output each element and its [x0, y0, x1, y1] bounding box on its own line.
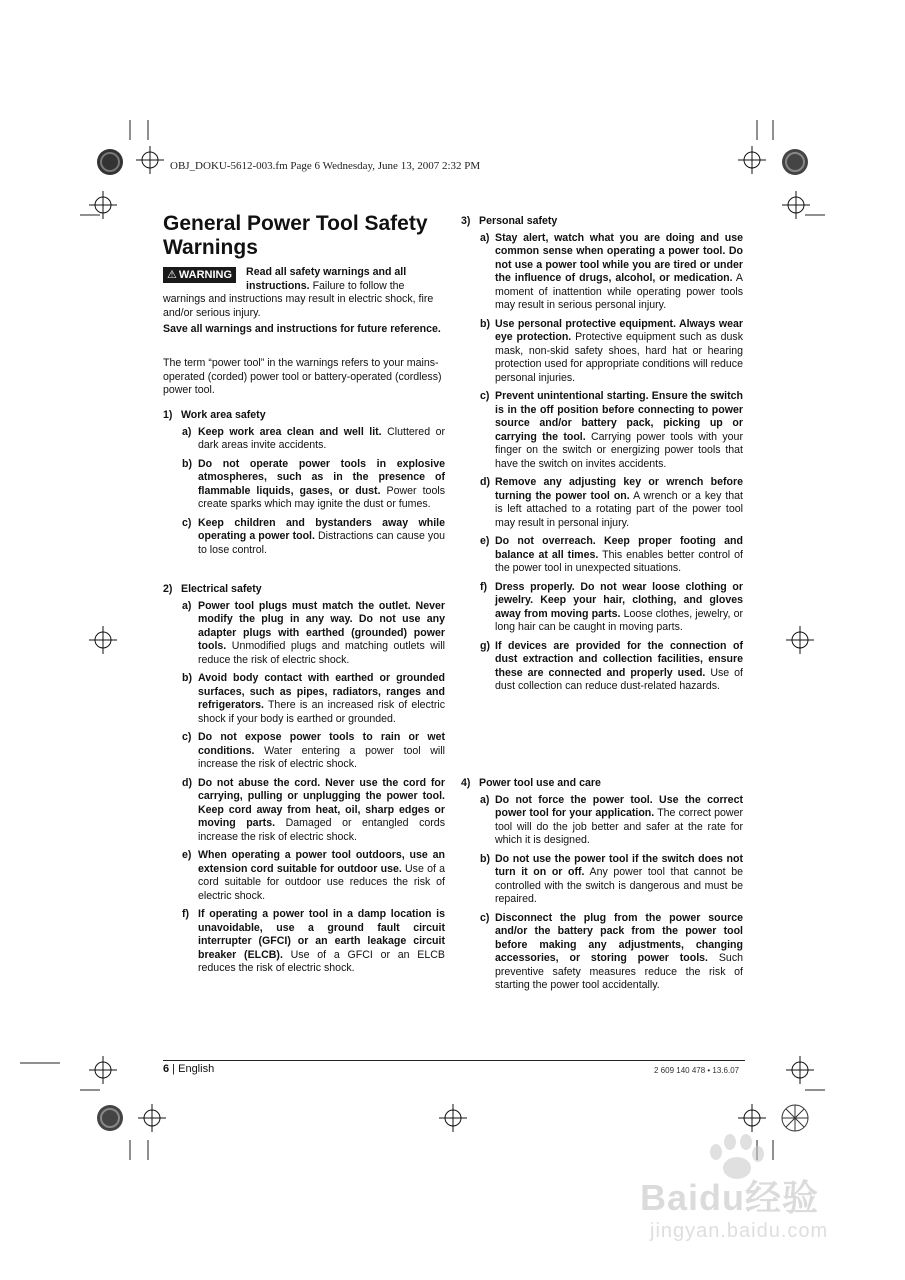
list-item — [461, 581, 743, 635]
list-item — [163, 777, 445, 845]
doc-code: 2 609 140 478 • 13.6.07 — [654, 1066, 740, 1075]
item-bold: Remove any adjusting key or wrench before turning the power tool on. — [495, 476, 743, 502]
footer-language: English — [178, 1063, 215, 1075]
page-footer: 6 | English — [163, 1063, 215, 1075]
list-item — [163, 600, 445, 668]
item-text: Use of a GFCI or an ELCB reduces the risk of electric shock. — [198, 948, 445, 974]
item-label: b) — [480, 852, 490, 865]
section-number: 2) — [163, 583, 173, 595]
item-text: A wrench or a key that is left attached to a rotating part of the power tool may result in personal injury. — [495, 489, 743, 529]
item-text: Protective equipment such as dusk mask, non-skid safety shoes, hard hat or hearing protection used for appropriate conditions will reduce personal injuries. — [495, 331, 744, 384]
item-text: Use of a cord suitable for outdoor use reduces the risk of electric shock. — [198, 862, 445, 902]
watermark — [640, 1140, 870, 1260]
list-item — [163, 908, 445, 976]
item-text: Damaged or entangled cords increase the risk of electric shock. — [198, 817, 445, 843]
item-bold: If devices are provided for the connection of dust extraction and collection facilities, ensure these are connected and properly used. — [495, 639, 743, 679]
list-item — [461, 390, 743, 471]
list-item — [163, 426, 445, 453]
page-number: 6 — [163, 1063, 170, 1075]
warning-badge-label: WARNING — [178, 269, 233, 281]
section-heading — [163, 409, 445, 423]
section-personal-safety — [461, 215, 743, 694]
intro-paragraph: The term “power tool” in the warnings refers to your mains-operated (corded) power tool or battery-operated (cordless) power tool. — [163, 357, 442, 396]
item-bold: Do not abuse the cord. Never use the cord for carrying, pulling or unplugging the power tool. Keep cord away from heat, oil, sharp edges or moving parts. — [198, 776, 445, 829]
list-item — [163, 458, 445, 512]
list-item — [163, 672, 445, 726]
section-title: Power tool use and care — [479, 777, 601, 789]
item-label: b) — [182, 672, 192, 684]
item-bold: Avoid body contact with earthed or grounded surfaces, such as pipes, radiators, ranges and refrigerators. — [198, 672, 445, 711]
item-text: Loose clothes, jewelry, or long hair can be caught in moving parts. — [495, 607, 743, 633]
item-label: e) — [182, 849, 192, 861]
list-item — [163, 849, 445, 903]
list-item — [461, 476, 743, 530]
item-text: Water entering a power tool will increase the risk of electric shock. — [198, 744, 445, 770]
item-bold: Keep children and bystanders away while operating a power tool. — [198, 516, 445, 542]
item-label: a) — [182, 599, 192, 612]
item-bold: Prevent unintentional starting. Ensure the switch is in the off position before connecting to power source and/or battery pack, picking up or carrying the tool. — [495, 390, 743, 443]
item-label: c) — [480, 390, 490, 402]
item-label: c) — [182, 731, 192, 743]
section-title: Electrical safety — [181, 583, 262, 595]
item-bold: Keep work area clean and well lit. — [198, 425, 382, 438]
list-item — [461, 640, 743, 694]
item-text: Carrying power tools with your finger on the switch or energizing power tools that have the switch on invites accidents. — [495, 430, 743, 470]
section-work-area — [163, 409, 445, 557]
footer-divider — [163, 1060, 745, 1061]
item-text: Use of dust collection can reduce dust-related hazards. — [495, 666, 743, 692]
item-text: Distractions can cause you to lose control. — [198, 530, 445, 556]
warning-badge — [163, 267, 236, 283]
item-label: a) — [480, 793, 490, 806]
item-label: b) — [480, 317, 490, 330]
list-item — [461, 535, 743, 576]
save-note — [163, 323, 445, 337]
item-bold: Do not use the power tool if the switch does not turn it on or off. — [495, 852, 743, 878]
item-text: Unmodified plugs and matching outlets will reduce the risk of electric shock. — [198, 640, 445, 666]
item-label: a) — [182, 425, 192, 438]
item-bold: Stay alert, watch what you are doing and use common sense when operating a power tool. Do not use a power tool while you are tired or under the influence of drugs, alcohol, or medication. — [495, 231, 743, 284]
list-item — [163, 517, 445, 558]
section-heading — [461, 215, 743, 229]
item-label: g) — [480, 639, 490, 652]
section-electrical — [163, 583, 445, 976]
section-number: 4) — [461, 777, 471, 789]
item-label: a) — [480, 231, 490, 244]
item-label: c) — [182, 516, 192, 529]
item-text: Any power tool that cannot be controlled with the switch is dangerous and must be repaired. — [495, 866, 743, 905]
item-bold: Do not operate power tools in explosive atmospheres, such as in the presence of flammable liquids, gases, or dust. — [198, 457, 445, 497]
item-label: d) — [480, 476, 490, 488]
item-text: There is an increased risk of electric shock if your body is earthed or grounded. — [198, 699, 445, 725]
section-heading — [163, 583, 445, 597]
list-item — [461, 912, 743, 993]
watermark-url: jingyan.baidu.com — [650, 1220, 829, 1242]
item-bold: Do not overreach. Keep proper footing and balance at all times. — [495, 535, 743, 561]
section-title: Personal safety — [479, 215, 558, 227]
item-text: Such preventive safety measures reduce the risk of starting the power tool accidentally. — [495, 952, 744, 991]
section-title: Work area safety — [181, 409, 266, 421]
warning-text: Failure to follow the warnings and instructions may result in electric shock, fire and/or serious injury. — [163, 279, 434, 319]
item-text: This enables better control of the power tool in unexpected situations. — [495, 548, 743, 574]
item-bold: When operating a power tool outdoors, use an extension cord suitable for outdoor use. — [198, 849, 445, 875]
section-number: 1) — [163, 409, 173, 421]
list-item — [461, 794, 743, 848]
item-bold: Dress properly. Do not wear loose clothing or jewelry. Keep your hair, clothing, and gloves away from moving parts. — [495, 580, 743, 620]
item-label: c) — [480, 911, 490, 924]
item-text: Cluttered or dark areas invite accidents. — [198, 425, 445, 451]
warning-block — [163, 266, 445, 320]
section-number: 3) — [461, 215, 471, 227]
item-text: A moment of inattention while operating power tools may result in serious personal injury. — [495, 272, 743, 311]
print-header: OBJ_DOKU-5612-003.fm Page 6 Wednesday, June 13, 2007 2:32 PM — [170, 160, 481, 172]
list-item — [461, 318, 743, 386]
item-label: f) — [182, 908, 190, 920]
item-label: e) — [480, 535, 490, 547]
section-tool-use — [461, 777, 743, 993]
item-bold: Do not force the power tool. Use the correct power tool for your application. — [495, 793, 743, 819]
item-bold: Do not expose power tools to rain or wet conditions. — [198, 731, 445, 757]
warning-triangle-icon: ⚠ — [167, 269, 177, 281]
save-note-text: Save all warnings and instructions for future reference. — [163, 323, 441, 335]
item-label: b) — [182, 457, 192, 470]
item-bold: Disconnect the plug from the power source and/or the battery pack from the power tool before making any adjustments, changing accessories, or storing power tools. — [495, 911, 743, 964]
list-item — [163, 731, 445, 772]
section-heading — [461, 777, 743, 791]
list-item — [461, 232, 743, 313]
item-label: d) — [182, 776, 192, 789]
watermark-logo: Baidu经验 — [640, 1177, 820, 1218]
item-bold: Use personal protective equipment. Always wear eye protection. — [495, 317, 743, 343]
item-bold: Power tool plugs must match the outlet. Never modify the plug in any way. Do not use any adapter plugs with earthed (grounded) power tools. — [198, 599, 445, 652]
page-title: General Power Tool Safety Warnings — [163, 212, 428, 259]
list-item — [461, 853, 743, 907]
item-text: Power tools create sparks which may ignite the dust or fumes. — [198, 484, 445, 510]
warning-lead: Read all safety warnings and all instructions. — [246, 266, 407, 292]
item-label: f) — [480, 580, 488, 593]
item-bold: If operating a power tool in a damp location is unavoidable, use a ground fault circuit interrupter (GFCI) or an earth leakage circuit breaker (ELCB). — [198, 908, 445, 961]
item-text: The correct power tool will do the job better and safer at the rate for which it is designed. — [495, 807, 744, 846]
